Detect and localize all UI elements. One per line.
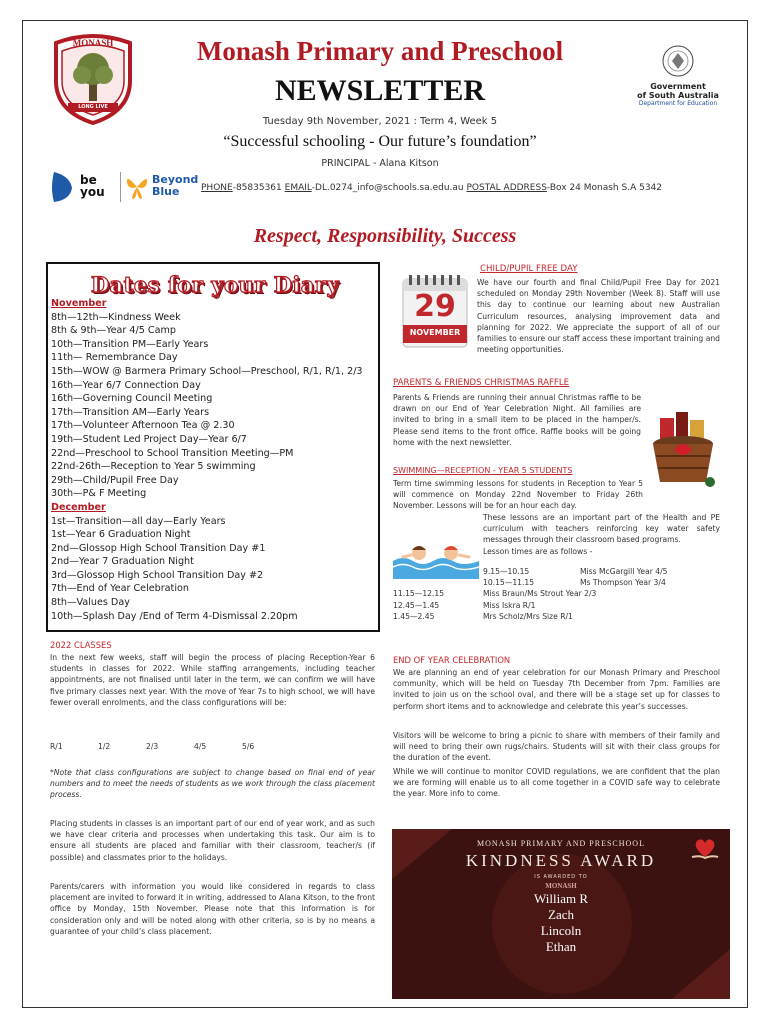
diary-event: 8th—12th—Kindness Week	[51, 311, 181, 323]
swimming-schedule-row	[393, 600, 720, 611]
lesson-time: 10.15—11.15	[483, 578, 535, 588]
celebration-paragraph-1: We are planning an end of year celebration for our Monash Primary and Preschool community, which will be held on Tuesday 7th December from 7pm. Families are invited to join us on the school oval, and there will be a stage set up for classes to perform short items and to acknowledge and celebrate this year’s successes.	[393, 668, 720, 711]
diary-event: 2nd—Year 7 Graduation Night	[51, 556, 194, 568]
award-name: Zach	[548, 907, 574, 922]
class-config: 1/2	[98, 742, 111, 751]
government-sa-logo	[624, 44, 732, 112]
phone-label: PHONE	[201, 183, 233, 193]
diary-event: 1st—Year 6 Graduation Night	[51, 529, 191, 541]
be-you-logo	[48, 170, 118, 204]
email-address[interactable]: -DL.0274_info@schools.sa.edu.au	[311, 183, 464, 193]
diary-title: Dates for your Diary	[90, 272, 340, 297]
pupil-free-text	[393, 277, 720, 355]
diary-event: 10th—Transition PM—Early Years	[51, 338, 209, 350]
celebration-paragraph-3: While we will continue to monitor COVID regulations, we are confident that the plan we are forming will enable us to all come together in a COVID safe way to celebrate the year. More info to come.	[393, 767, 720, 799]
beyond-blue-logo	[120, 170, 200, 204]
issue-date: Tuesday 9th November, 2021 : Term 4, Week 5	[262, 116, 498, 127]
diary-event: 16th—Governing Council Meeting	[51, 393, 213, 405]
contact-line	[201, 183, 741, 193]
classes-heading: 2022 CLASSES	[50, 640, 112, 650]
swimming-schedule-row	[393, 588, 720, 599]
swimming-heading: SWIMMING—RECEPTION - YEAR 5 STUDENTS	[393, 466, 573, 475]
diary-event: 22nd-26th—Reception to Year 5 swimming	[51, 461, 256, 473]
school-tagline: “Successful schooling - Our future’s foundation”	[223, 133, 537, 150]
lesson-time: 9.15—10.15	[483, 567, 530, 576]
heart-hand-icon	[690, 837, 720, 861]
swimming-schedule-row	[393, 611, 720, 622]
christmas-hamper-image	[646, 410, 720, 490]
phone-number: -85835361	[232, 183, 282, 193]
school-crest-logo	[50, 33, 136, 125]
class-config: 4/5	[194, 742, 207, 751]
school-name: Monash Primary and Preschool	[196, 36, 564, 66]
swimming-text-1: Term time swimming lessons for students in Reception to Year 5 will commence on Monday 22nd November to Friday 26th November. Lessons will be for an hour each day.	[393, 479, 643, 511]
diary-event: 19th—Student Led Project Day—Year 6/7	[51, 433, 247, 445]
classes-paragraph-3: Parents/carers with information you would like considered in regards to class placement are invited to forward it in writing, addressed to Alana Kitson, to the front office by Monday, 15th November. Please note that this information is for consideration only and will be noted along with other criteria, so is by no means a guarantee of your child’s class placement.	[50, 882, 375, 936]
swimming-schedule-rows	[393, 566, 720, 622]
december-events	[51, 515, 377, 624]
postal-address: -Box 24 Monash S.A 5342	[546, 183, 662, 193]
lesson-group: Miss McGargill Year 4/5	[580, 567, 668, 576]
lesson-group: Ms Thompson Year 3/4	[580, 578, 666, 588]
pupil-free-heading: CHILD/PUPIL FREE DAY	[480, 264, 578, 274]
award-name: Ethan	[545, 939, 577, 954]
diary-event: 11th— Remembrance Day	[51, 352, 178, 364]
gov-line2: of South Australia	[637, 91, 719, 100]
diary-event: 8th & 9th—Year 4/5 Camp	[51, 325, 176, 337]
principal-line: PRINCIPAL - Alana Kitson	[321, 158, 439, 169]
diary-event: 10th—Splash Day /End of Term 4-Dismissal 2.20pm	[51, 610, 298, 622]
postal-label: POSTAL ADDRESS	[466, 183, 547, 193]
email-label: EMAIL	[284, 183, 312, 193]
diary-event: 16th—Year 6/7 Connection Day	[51, 379, 201, 391]
be-you-text: be you	[80, 173, 105, 199]
gov-line1: Government	[650, 82, 706, 91]
class-config: R/1	[50, 742, 63, 751]
award-awarded-to: IS AWARDED TO	[534, 874, 588, 880]
class-configs	[50, 741, 375, 752]
award-title: KINDNESS AWARD	[465, 851, 657, 870]
classes-note: *Note that class configurations are subject to change based on final end of year numbers and to meet the needs of students as we work through the class placement process.	[50, 768, 375, 800]
celebration-heading: END OF YEAR CELEBRATION	[393, 655, 511, 665]
award-name: Lincoln	[540, 923, 582, 938]
kindness-award-certificate	[392, 829, 730, 999]
school-motto: Respect, Responsibility, Success	[253, 225, 517, 247]
diary-event: 2nd—Glossop High School Transition Day #1	[51, 542, 266, 554]
classes-paragraph-2: Placing students in classes is an important part of our end of year work, and as such we have clear criteria and processes when undertaking this task. Our aim is to ensure all students are placed and familiar with their classroom, teacher/s (if possible) and classmates prior to the holidays.	[50, 819, 375, 862]
diary-month-december: December	[51, 501, 106, 513]
diary-event: 30th—P& F Meeting	[51, 488, 147, 500]
crest-name: MONASH	[72, 38, 114, 48]
beyond-blue-line2: Blue	[152, 185, 180, 198]
lesson-group: Miss Iskra R/1	[483, 600, 536, 610]
raffle-text: Parents & Friends are running their annual Christmas raffle to be drawn on our End of Year Celebration Night. All families are invited to bring in a small item to be placed in the hamper/s. Please send items to the front office. Raffle books will be going home with the next newsletter.	[393, 393, 641, 447]
diary-month-november: November	[51, 298, 107, 309]
swimming-schedule-row	[393, 577, 720, 588]
calendar-month: NOVEMBER	[409, 328, 461, 337]
lesson-group: Miss Braun/Ms Strout Year 2/3	[483, 589, 597, 599]
november-events	[51, 311, 377, 501]
newsletter-heading: NEWSLETTER	[274, 74, 486, 107]
schedule-indent	[393, 566, 483, 577]
raffle-heading: PARENTS & FRIENDS CHRISTMAS RAFFLE	[393, 378, 570, 388]
class-config: 5/6	[242, 742, 255, 751]
crest-motto: LONG LIVE	[78, 104, 108, 110]
lesson-group: Mrs Scholz/Mrs Size R/1	[483, 611, 573, 621]
award-names	[392, 891, 730, 955]
lesson-time: 1.45—2.45	[393, 611, 435, 621]
gov-line3: Department for Education	[638, 100, 718, 107]
diary-event: 17th—Volunteer Afternoon Tea @ 2.30	[51, 420, 235, 432]
diary-event: 15th—WOW @ Barmera Primary School—Preschool, R/1, R/1, 2/3	[51, 365, 363, 377]
diary-event: 22nd—Preschool to School Transition Meeting—PM	[51, 447, 294, 459]
classes-paragraph-1: In the next few weeks, staff will begin the process of placing Reception-Year 6 students in classes for 2022. While staffing arrangements, including teacher appointments, are not finalised until later in the term, we can confirm we will have five primary classes next year. With the move of Year 7s to high school, we will have fewer overall enrolments, and the class configurations will be:	[50, 653, 375, 707]
diary-event: 1st—Transition—all day—Early Years	[51, 515, 226, 527]
diary-event: 3rd—Glossop High School Transition Day #2	[51, 569, 264, 581]
diary-event: 17th—Transition AM—Early Years	[51, 406, 210, 418]
lesson-time: 11.15—12.15	[393, 589, 445, 599]
swimming-paragraph-2: These lessons are an important part of the Health and PE curriculum with teachers reinforcing key water safety messages through their classroom based programs.	[483, 513, 720, 545]
celebration-paragraph-2: Visitors will be welcome to bring a picnic to share with members of their family and will need to bring their own rugs/chairs. Students will sit with their class groups for the duration of the event.	[393, 731, 720, 763]
diary-event: 8th—Values Day	[51, 597, 130, 609]
swimming-schedule-row	[393, 566, 720, 577]
beyond-blue-line1: Beyond	[152, 173, 199, 186]
pupil-free-paragraph: We have our fourth and final Child/Pupil Free Day for 2021 scheduled on Monday 29th November (Week 8). Staff will use this day to continue our learning about new Australian Curriculum resources, analysing improvement data and planning for 2022. We appreciate the support of all of our families to ensure our staff access these important training and meeting opportunities.	[477, 278, 720, 355]
swimming-times-intro: Lesson times are as follows -	[483, 546, 593, 556]
award-crest-label: MONASH	[545, 882, 577, 890]
award-name: William R	[534, 891, 588, 906]
diary-event: 7th—End of Year Celebration	[51, 583, 189, 595]
schedule-indent	[393, 577, 483, 588]
class-config: 2/3	[146, 742, 159, 751]
calendar-day: 29	[414, 289, 456, 324]
swimming-schedule	[393, 566, 720, 622]
diary-event: 29th—Child/Pupil Free Day	[51, 474, 179, 486]
diary-box	[46, 262, 380, 632]
lesson-time: 12.45—1.45	[393, 600, 440, 610]
award-school-name: MONASH PRIMARY AND PRESCHOOL	[477, 839, 645, 848]
diary-list	[51, 297, 377, 623]
